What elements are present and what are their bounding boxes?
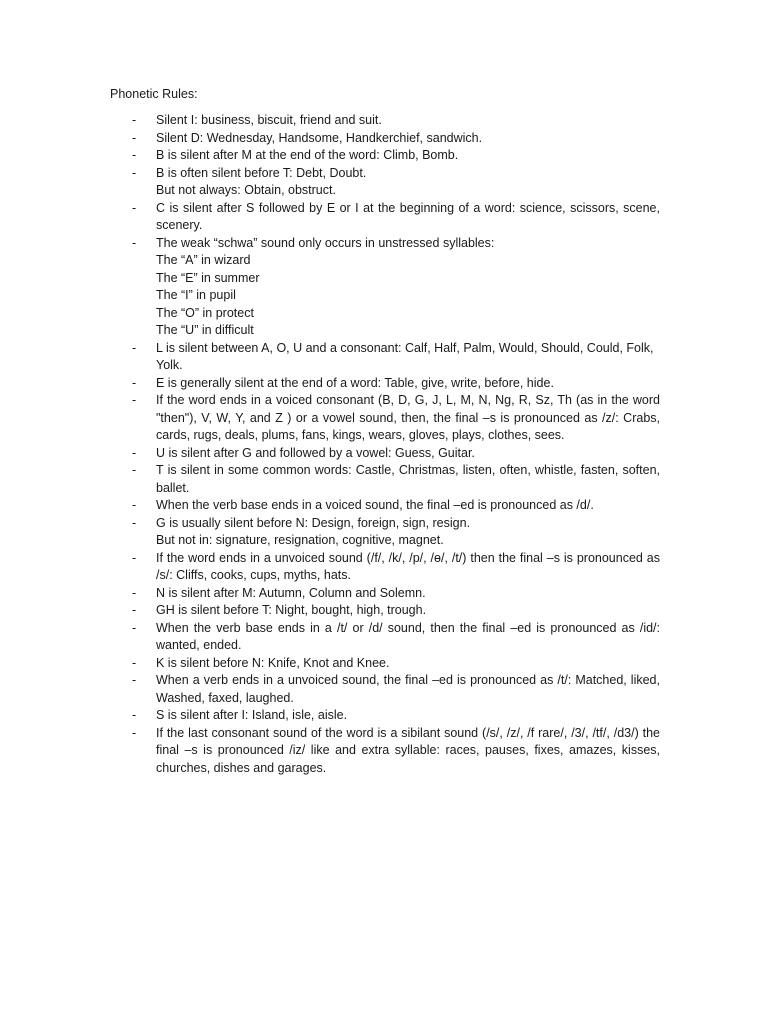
rule-line: The “I” in pupil [156,288,236,302]
rule-line: The weak “schwa” sound only occurs in unstressed syllables: [156,235,495,250]
rule-line: When the verb base ends in a voiced sound, the final –ed is pronounced as /d/. [156,498,594,512]
bullet-dash: - [132,550,137,565]
rule-item [110,200,660,235]
bullet-dash: - [132,515,137,530]
bullet-dash: - [132,463,137,477]
rule-text [156,235,660,340]
rule-item [110,112,660,130]
rule-line: B is silent after M at the end of the word: Climb, Bomb. [156,148,459,162]
bullet-dash: - [132,603,137,617]
rule-text [156,130,660,148]
rule-text [156,672,660,707]
bullet-dash: - [132,498,137,512]
rule-line: B is often silent before T: Debt, Doubt. [156,165,367,180]
rule-line: The “A” in wizard [156,253,251,267]
rule-text [156,707,660,725]
rule-line: K is silent before N: Knife, Knot and Knee. [156,655,390,670]
rule-text [156,602,660,620]
rule-item [110,340,660,375]
rule-text [156,112,660,130]
rule-item [110,672,660,707]
bullet-dash: - [132,375,137,390]
rule-item [110,497,660,515]
bullet-dash: - [132,130,137,145]
bullet-dash: - [132,708,137,722]
rule-line: G is usually silent before N: Design, foreign, sign, resign. [156,515,471,530]
rule-line: If the word ends in a voiced consonant (B, D, G, J, L, M, N, Ng, R, Sz, Th (as in the word "then"), V, W, Y, and Z ) or a vowel sound, then, the final –s is pronounced as /z/: Crabs, cards, rugs, deals, plums, fans, kings, wears, gloves, plays, clothes, sees. [156,393,660,442]
rule-line: GH is silent before T: Night, bought, high, trough. [156,603,427,617]
rule-line: T is silent in some common words: Castle, Christmas, listen, often, whistle, fasten, soften, ballet. [156,463,660,495]
rule-item [110,462,660,497]
rule-line: L is silent between A, O, U and a consonant: Calf, Half, Palm, Would, Should, Could, Folk, Yolk. [156,340,654,372]
rule-item [110,620,660,655]
rule-item [110,602,660,620]
rule-text [156,445,660,463]
bullet-dash: - [132,620,137,635]
rule-line: But not in: signature, resignation, cognitive, magnet. [156,533,444,547]
rule-line: If the last consonant sound of the word is a sibilant sound (/s/, /z/, /f rare/, /3/, /tf/, /d3/) the final –s is pronounced /iz/ like and extra syllable: races, pauses, fixes, amazes, kisses, churches, dishes and garages. [156,725,660,775]
rule-text [156,515,660,550]
rule-text [156,462,660,497]
rule-item [110,445,660,463]
rule-item [110,375,660,393]
rule-text [156,550,660,585]
rule-text [156,585,660,603]
bullet-dash: - [132,673,137,687]
bullet-dash: - [132,725,137,740]
rule-line: C is silent after S followed by E or I at the beginning of a word: science, scissors, scene, scenery. [156,200,660,232]
bullet-dash: - [132,393,137,407]
rule-text [156,340,660,375]
rule-line: If the word ends in a unvoiced sound (/f/, /k/, /p/, /ɵ/, /t/) then the final –s is pronounced as /s/: Cliffs, cooks, cups, myths, hats. [156,550,660,582]
bullet-dash: - [132,340,137,355]
bullet-dash: - [132,585,137,600]
rule-item [110,515,660,550]
rule-text [156,725,660,778]
rule-line: The “U” in difficult [156,323,254,337]
bullet-dash: - [132,148,137,162]
rule-line: E is generally silent at the end of a word: Table, give, write, before, hide. [156,375,554,390]
rule-text [156,655,660,673]
rule-item [110,392,660,445]
bullet-dash: - [132,655,137,670]
rule-item [110,707,660,725]
rule-line: S is silent after I: Island, isle, aisle. [156,708,348,722]
bullet-dash: - [132,165,137,180]
rule-item [110,147,660,165]
rule-item [110,550,660,585]
rule-text [156,165,660,200]
rule-line: The “E” in summer [156,270,260,285]
bullet-dash: - [132,200,137,215]
rule-line: When a verb ends in a unvoiced sound, the final –ed is pronounced as /t/: Matched, liked, Washed, faxed, laughed. [156,673,660,705]
rule-text [156,147,660,165]
bullet-dash: - [132,445,137,460]
rule-text [156,497,660,515]
document-title: Phonetic Rules: [110,87,198,101]
rule-item [110,165,660,200]
rule-item [110,235,660,340]
rule-item [110,130,660,148]
rule-line: N is silent after M: Autumn, Column and Solemn. [156,585,426,600]
rule-item [110,725,660,778]
rule-line: Silent I: business, biscuit, friend and suit. [156,113,382,127]
rule-line: When the verb base ends in a /t/ or /d/ sound, then the final –ed is pronounced as /id/: wanted, ended. [156,620,660,652]
rule-text [156,200,660,235]
rule-text [156,620,660,655]
rule-text [156,375,660,393]
rule-line: The “O” in protect [156,305,254,320]
rules-list [110,112,660,777]
rule-item [110,585,660,603]
rule-line: But not always: Obtain, obstruct. [156,183,336,197]
bullet-dash: - [132,235,137,250]
rule-line: Silent D: Wednesday, Handsome, Handkerchief, sandwich. [156,130,483,145]
rule-line: U is silent after G and followed by a vowel: Guess, Guitar. [156,445,475,460]
rule-item [110,655,660,673]
bullet-dash: - [132,113,137,127]
rule-text [156,392,660,445]
